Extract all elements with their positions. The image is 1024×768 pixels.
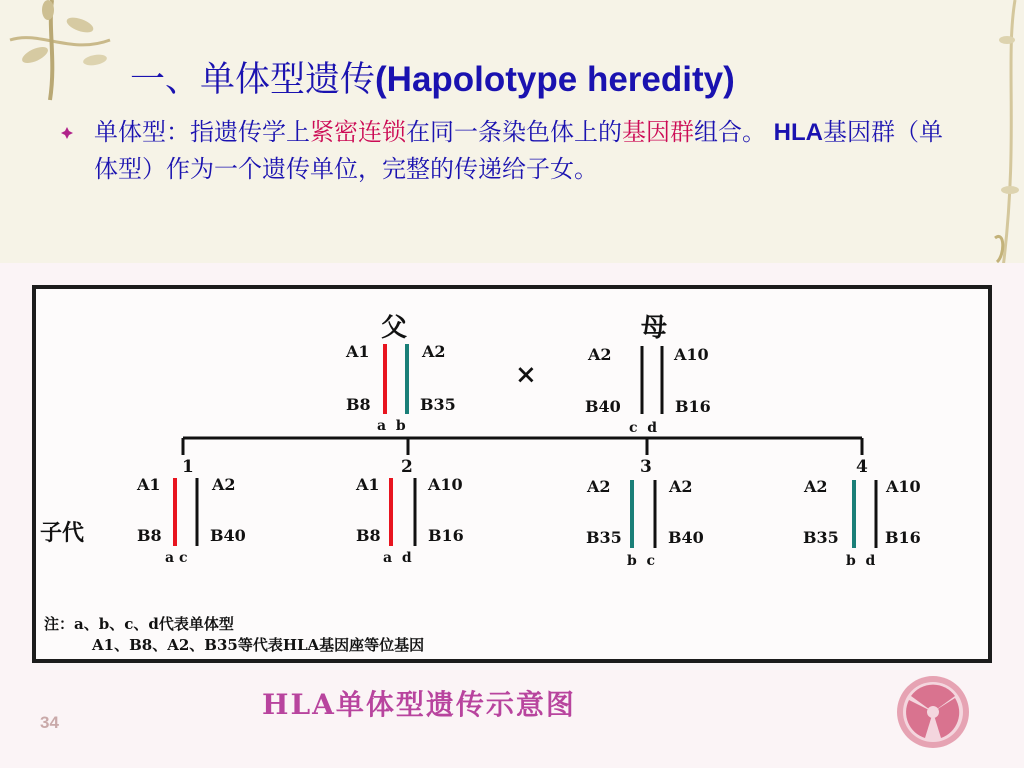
bullet-text-1: 单体型：指遗传学上 <box>94 118 310 146</box>
mother-label: 母 <box>641 313 668 343</box>
child-number: 2 <box>401 457 413 477</box>
leaf-vine-decoration <box>0 0 140 110</box>
child-right-bottom: B16 <box>428 526 464 545</box>
diamond-bullet-icon <box>60 126 74 140</box>
child-haplotypes: b d <box>846 553 876 569</box>
child-number: 1 <box>182 457 194 477</box>
child-3 <box>586 457 704 569</box>
bullet-text-2: 在同一条染色体上的 <box>406 118 622 146</box>
child-left-top: A1 <box>137 475 161 494</box>
child-haplotypes: b c <box>627 553 656 569</box>
child-right-bottom: B16 <box>885 528 921 547</box>
note-line-1: 注：a、b、c、d代表单体型 <box>44 615 234 633</box>
child-number: 3 <box>640 457 652 477</box>
child-left-top: A1 <box>356 475 380 494</box>
child-right-bottom: B40 <box>210 526 246 545</box>
mother-haplotypes: c d <box>629 420 658 436</box>
title-english: (Hapolotype heredity) <box>375 60 735 99</box>
mother-chromosomes <box>585 345 711 436</box>
mother-left-bottom: B40 <box>585 397 621 416</box>
child-haplotypes: a d <box>383 550 412 566</box>
page-number: 34 <box>40 713 59 732</box>
father-left-top: A1 <box>346 342 370 361</box>
child-right-top: A2 <box>212 475 236 494</box>
father-right-bottom: B35 <box>420 395 456 414</box>
child-right-top: A10 <box>428 475 463 494</box>
bullet-text-3: 组合。 <box>694 118 766 146</box>
child-right-top: A10 <box>886 477 921 496</box>
immunology-logo-icon <box>893 672 973 752</box>
slide-title <box>130 52 930 102</box>
child-left-top: A2 <box>804 477 828 496</box>
bullet-hla: HLA <box>773 119 823 146</box>
cross-symbol: × <box>515 360 537 390</box>
title-chinese: 一、单体型遗传 <box>130 60 376 100</box>
mother-right-bottom: B16 <box>675 397 711 416</box>
child-left-bottom: B8 <box>356 526 381 545</box>
bullet-text <box>94 114 964 188</box>
father-left-bottom: B8 <box>346 395 371 414</box>
father-chromosomes <box>345 342 456 434</box>
father-right-top: A2 <box>422 342 446 361</box>
child-right-bottom: B40 <box>668 528 704 547</box>
child-4 <box>803 457 921 569</box>
father-haplotypes: a b <box>377 418 406 434</box>
father-label: 父 <box>381 313 408 343</box>
note-line-2: A1、B8、A2、B35等代表HLA基因座等位基因 <box>92 636 425 654</box>
diagram-caption: HLA单体型遗传示意图 <box>262 688 576 721</box>
bullet-highlight-1: 紧密连锁 <box>310 118 406 146</box>
child-haplotypes: a c <box>165 550 188 566</box>
vine-decoration-right <box>985 0 1024 268</box>
child-left-bottom: B35 <box>803 528 839 547</box>
mother-left-top: A2 <box>588 345 612 364</box>
child-left-bottom: B8 <box>137 526 162 545</box>
mother-right-top: A10 <box>674 345 709 364</box>
child-left-bottom: B35 <box>586 528 622 547</box>
inheritance-branches <box>183 438 862 455</box>
offspring-label: 子代 <box>40 520 85 546</box>
bullet-text-4: 基因群（单体型）作为一个遗传单位，完整的传递给子女。 <box>94 118 943 183</box>
child-number: 4 <box>856 457 868 477</box>
child-right-top: A2 <box>669 477 693 496</box>
child-left-top: A2 <box>587 477 611 496</box>
child-2 <box>355 457 464 566</box>
bullet-highlight-2: 基因群 <box>622 118 694 146</box>
child-1 <box>136 457 246 566</box>
